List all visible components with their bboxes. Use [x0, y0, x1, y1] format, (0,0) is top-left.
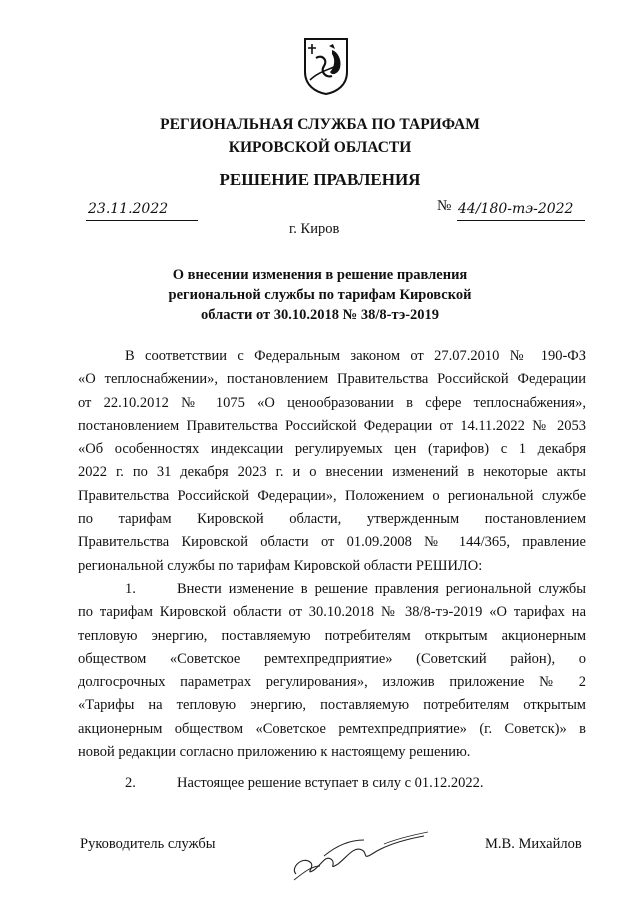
organization-name-line-2: КИРОВСКОЙ ОБЛАСТИ	[228, 139, 412, 156]
handwritten-signature	[284, 826, 434, 882]
preamble-line: региональной службы по тарифам Кировской области РЕШИЛО:	[78, 557, 483, 574]
coat-of-arms-emblem	[302, 36, 350, 96]
preamble-line: В соответствии с Федеральным законом от 27.07.2010 № 190-ФЗ	[125, 348, 586, 364]
item-2-number: 2.	[125, 775, 136, 792]
number-underline	[457, 220, 585, 221]
item-1-line: обществом «Советское ремтехпредприятие» (Советский район), о	[78, 650, 586, 667]
preamble-line: 2022 г. по 31 декабря 2023 г. и о внесении изменений в некоторые акты	[78, 464, 586, 481]
item-1-line: тепловую энергию, поставляемую потребителям открытым акционерным	[78, 627, 586, 644]
item-1-line: по тарифам Кировской области от 30.10.2018 № 38/8-тэ-2019 «О тарифах на	[78, 604, 586, 621]
signatory-name: М.В. Михайлов	[485, 836, 582, 852]
item-1-text: Внести изменение в решение правления региональной службы	[177, 580, 586, 597]
preamble-line: по тарифам Кировской области, утвержденным постановлением	[78, 511, 586, 528]
organization-name-line-1: РЕГИОНАЛЬНАЯ СЛУЖБА ПО ТАРИФАМ	[160, 116, 480, 133]
item-1-line: новой редакции согласно приложению к настоящему решению.	[78, 744, 471, 761]
document-date: 23.11.2022	[88, 201, 169, 217]
document-type-title: РЕШЕНИЕ ПРАВЛЕНИЯ	[219, 170, 421, 189]
document-number-prefix: №	[437, 198, 452, 214]
item-1-line: акционерным обществом «Советское ремтехпредприятие» (г. Советск)» в	[78, 720, 586, 737]
document-subject	[140, 265, 500, 325]
preamble-line: от 22.10.2012 № 1075 «О ценообразовании в сфере теплоснабжения»,	[78, 394, 586, 411]
document-body	[78, 345, 586, 796]
preamble-line: постановлением Правительства Российской Федерации от 14.11.2022 № 2053	[78, 417, 586, 434]
subject-line-3: области от 30.10.2018 № 38/8-тэ-2019	[200, 307, 440, 323]
document-number: 44/180-тэ-2022	[458, 201, 574, 217]
preamble-line: «Об особенностях индексации регулируемых цен (тарифов) с 1 декабря	[78, 441, 586, 458]
item-1-line: долгосрочных параметрах регулирования», изложив приложение № 2	[78, 674, 586, 691]
subject-line-2: региональной службы по тарифам Кировской	[168, 287, 472, 303]
preamble-line: Правительства Кировской области от 01.09.2008 № 144/365, правление	[78, 534, 586, 551]
item-1-number: 1.	[125, 580, 136, 597]
subject-line-1: О внесении изменения в решение правления	[172, 267, 468, 283]
item-2-line	[78, 772, 586, 795]
item-1-line	[78, 578, 586, 601]
preamble-line: «О теплоснабжении», постановлением Правительства Российской Федерации	[78, 371, 586, 388]
date-underline	[86, 220, 198, 221]
item-1-line: «Тарифы на тепловую энергию, поставляемую потребителям открытым	[78, 697, 586, 714]
organization-name	[0, 113, 640, 159]
city: г. Киров	[289, 221, 340, 237]
signatory-position: Руководитель службы	[80, 836, 216, 852]
item-2-text: Настоящее решение вступает в силу с 01.12.2022.	[177, 775, 484, 792]
preamble-line: Правительства Российской Федерации», Положением о региональной службе	[78, 487, 586, 504]
